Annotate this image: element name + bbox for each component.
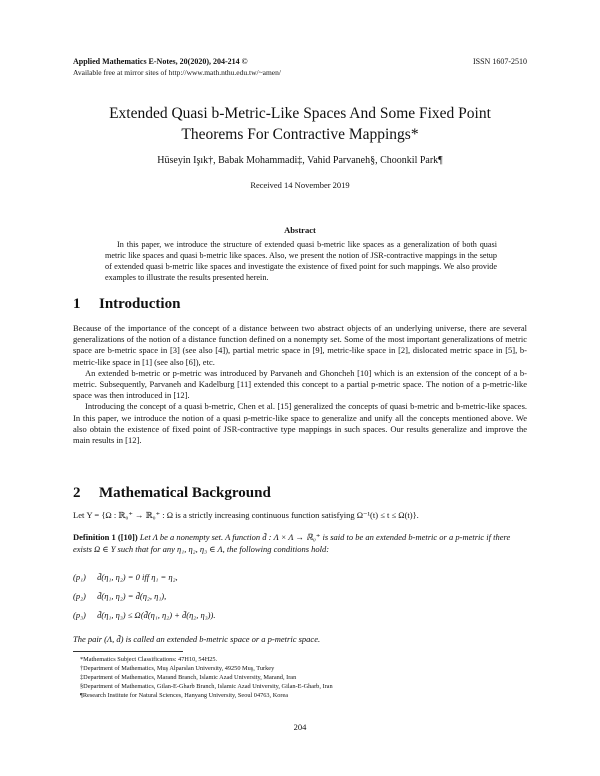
section-2-number: 2 [73, 485, 81, 501]
authors: Hüseyin Işık†, Babak Mohammadi‡, Vahid Parvaneh§, Choonkil Park¶ [157, 155, 443, 166]
introduction-body [73, 323, 527, 446]
intro-paragraph-3: Introducing the concept of a quasi b-metric, Chen et al. [15] generalized the concepts of quasi b-metric and b-metric-like spaces. In this paper, we introduce the notion of a quasi p-metric-like space to generalize and unify all the concepts mentioned above. We also obtain the existence of fixed point of JSR-contractive type mappings in such spaces. Our results generalize and improve the main results in [12]. [73, 401, 527, 446]
condition-text: d̃(η₁, η₃) ≤ Ω(d̃(η₁, η₂) + d̃(η₂, η₃)). [97, 610, 216, 620]
intro-paragraph-1: Because of the importance of the concept of a distance between two abstract objects of an underlying universe, there are several generalizations of the notion of a distance function defined on a nonempty set. Some of the most important generalizations of metric space are b-metric space in [3] (see also [4]), partial metric space in [9], metric-like space in [2], dislocated metric space in [5], b-metric-like space in [1] (see also [6]), etc. [73, 323, 527, 367]
section-2-heading [73, 485, 271, 502]
section-1-title: Introduction [99, 296, 181, 312]
condition-text: d̃(η₁, η₂) = 0 iff η₁ = η₂, [97, 572, 178, 582]
issn: ISSN 1607-2510 [472, 57, 527, 66]
section-2-title: Mathematical Background [99, 485, 271, 501]
condition-p3 [73, 610, 215, 620]
footnote: §Department of Mathematics, Gilan-E-Gharb Branch, Islamic Azad University, Gilan-E-Gharb, Iran [80, 683, 333, 690]
section-2-intro: Let Υ = {Ω : ℝ₀⁺ → ℝ₀⁺ : Ω is a strictly increasing continuous function satisfying Ω⁻¹(t) ≤ t ≤ Ω(t)}. [73, 510, 419, 520]
condition-tag: (p₃) [73, 610, 86, 620]
intro-paragraph-2: An extended b-metric or p-metric was introduced by Parvaneh and Ghoncheh [10] which is an extension of the concept of a b-metric. Subsequently, Parvaneh and Kadelburg [11] extended this concept to a partial p-metric space. The notion of a p-metric-like space was then introduced in [12]. [73, 367, 527, 401]
condition-tag: (p₂) [73, 591, 86, 601]
received-date: Received 14 November 2019 [250, 180, 350, 190]
title-line-2: Theorems For Contractive Mappings* [181, 126, 419, 143]
condition-p1 [73, 572, 178, 582]
footnote-rule [73, 651, 183, 652]
condition-tag: (p₁) [73, 572, 86, 582]
section-1-heading [73, 296, 180, 313]
availability-note: Available free at mirror sites of http://www.math.nthu.edu.tw/~amen/ [73, 68, 281, 77]
footnote: *Mathematics Subject Classifications: 47H10, 54H25. [80, 656, 218, 663]
condition-text: d̃(η₁, η₂) = d̃(η₂, η₁), [97, 591, 167, 601]
pair-statement: The pair (Λ, d̃) is called an extended b-metric space or a p-metric space. [73, 634, 321, 644]
abstract-text: In this paper, we introduce the structure of extended quasi b-metric like spaces as a generalization of both quasi metric like spaces and quasi b-metric like spaces. Also, we present the notion of JSR-contractive mappings in the setup of extended quasi b-metric like spaces and investigate the existence of fixed point for such mappings. We also provide examples to illustrate the results presented herein. [105, 240, 497, 282]
section-1-number: 1 [73, 296, 81, 312]
footnote: †Department of Mathematics, Muş Alparslan University, 49250 Muş, Turkey [80, 665, 275, 672]
abstract-heading: Abstract [284, 225, 316, 235]
upsilon-definition [73, 510, 527, 521]
definition-1 [73, 532, 527, 555]
page-number: 204 [293, 722, 307, 732]
condition-p2 [73, 591, 166, 601]
paper-title [73, 103, 527, 145]
footnote: ¶Research Institute for Natural Sciences, Hanyang University, Seoul 04763, Korea [80, 692, 289, 699]
definition-label: Definition 1 ([10]) [73, 532, 138, 542]
title-line-1: Extended Quasi b-Metric-Like Spaces And Some Fixed Point [109, 105, 491, 122]
footnote: ‡Department of Mathematics, Marand Branch, Islamic Azad University, Marand, Iran [80, 674, 297, 681]
journal-header: Applied Mathematics E-Notes, 20(2020), 204-214 © [73, 57, 248, 66]
definition-text: Let Λ be a nonempty set. A function d̃ : Λ × Λ → ℝ₀⁺ is said to be an extended b-metric or a p-metric if there exists Ω ∈ Υ such that for any η₁, η₂, η₃ ∈ Λ, the following conditions hold: [73, 532, 511, 554]
